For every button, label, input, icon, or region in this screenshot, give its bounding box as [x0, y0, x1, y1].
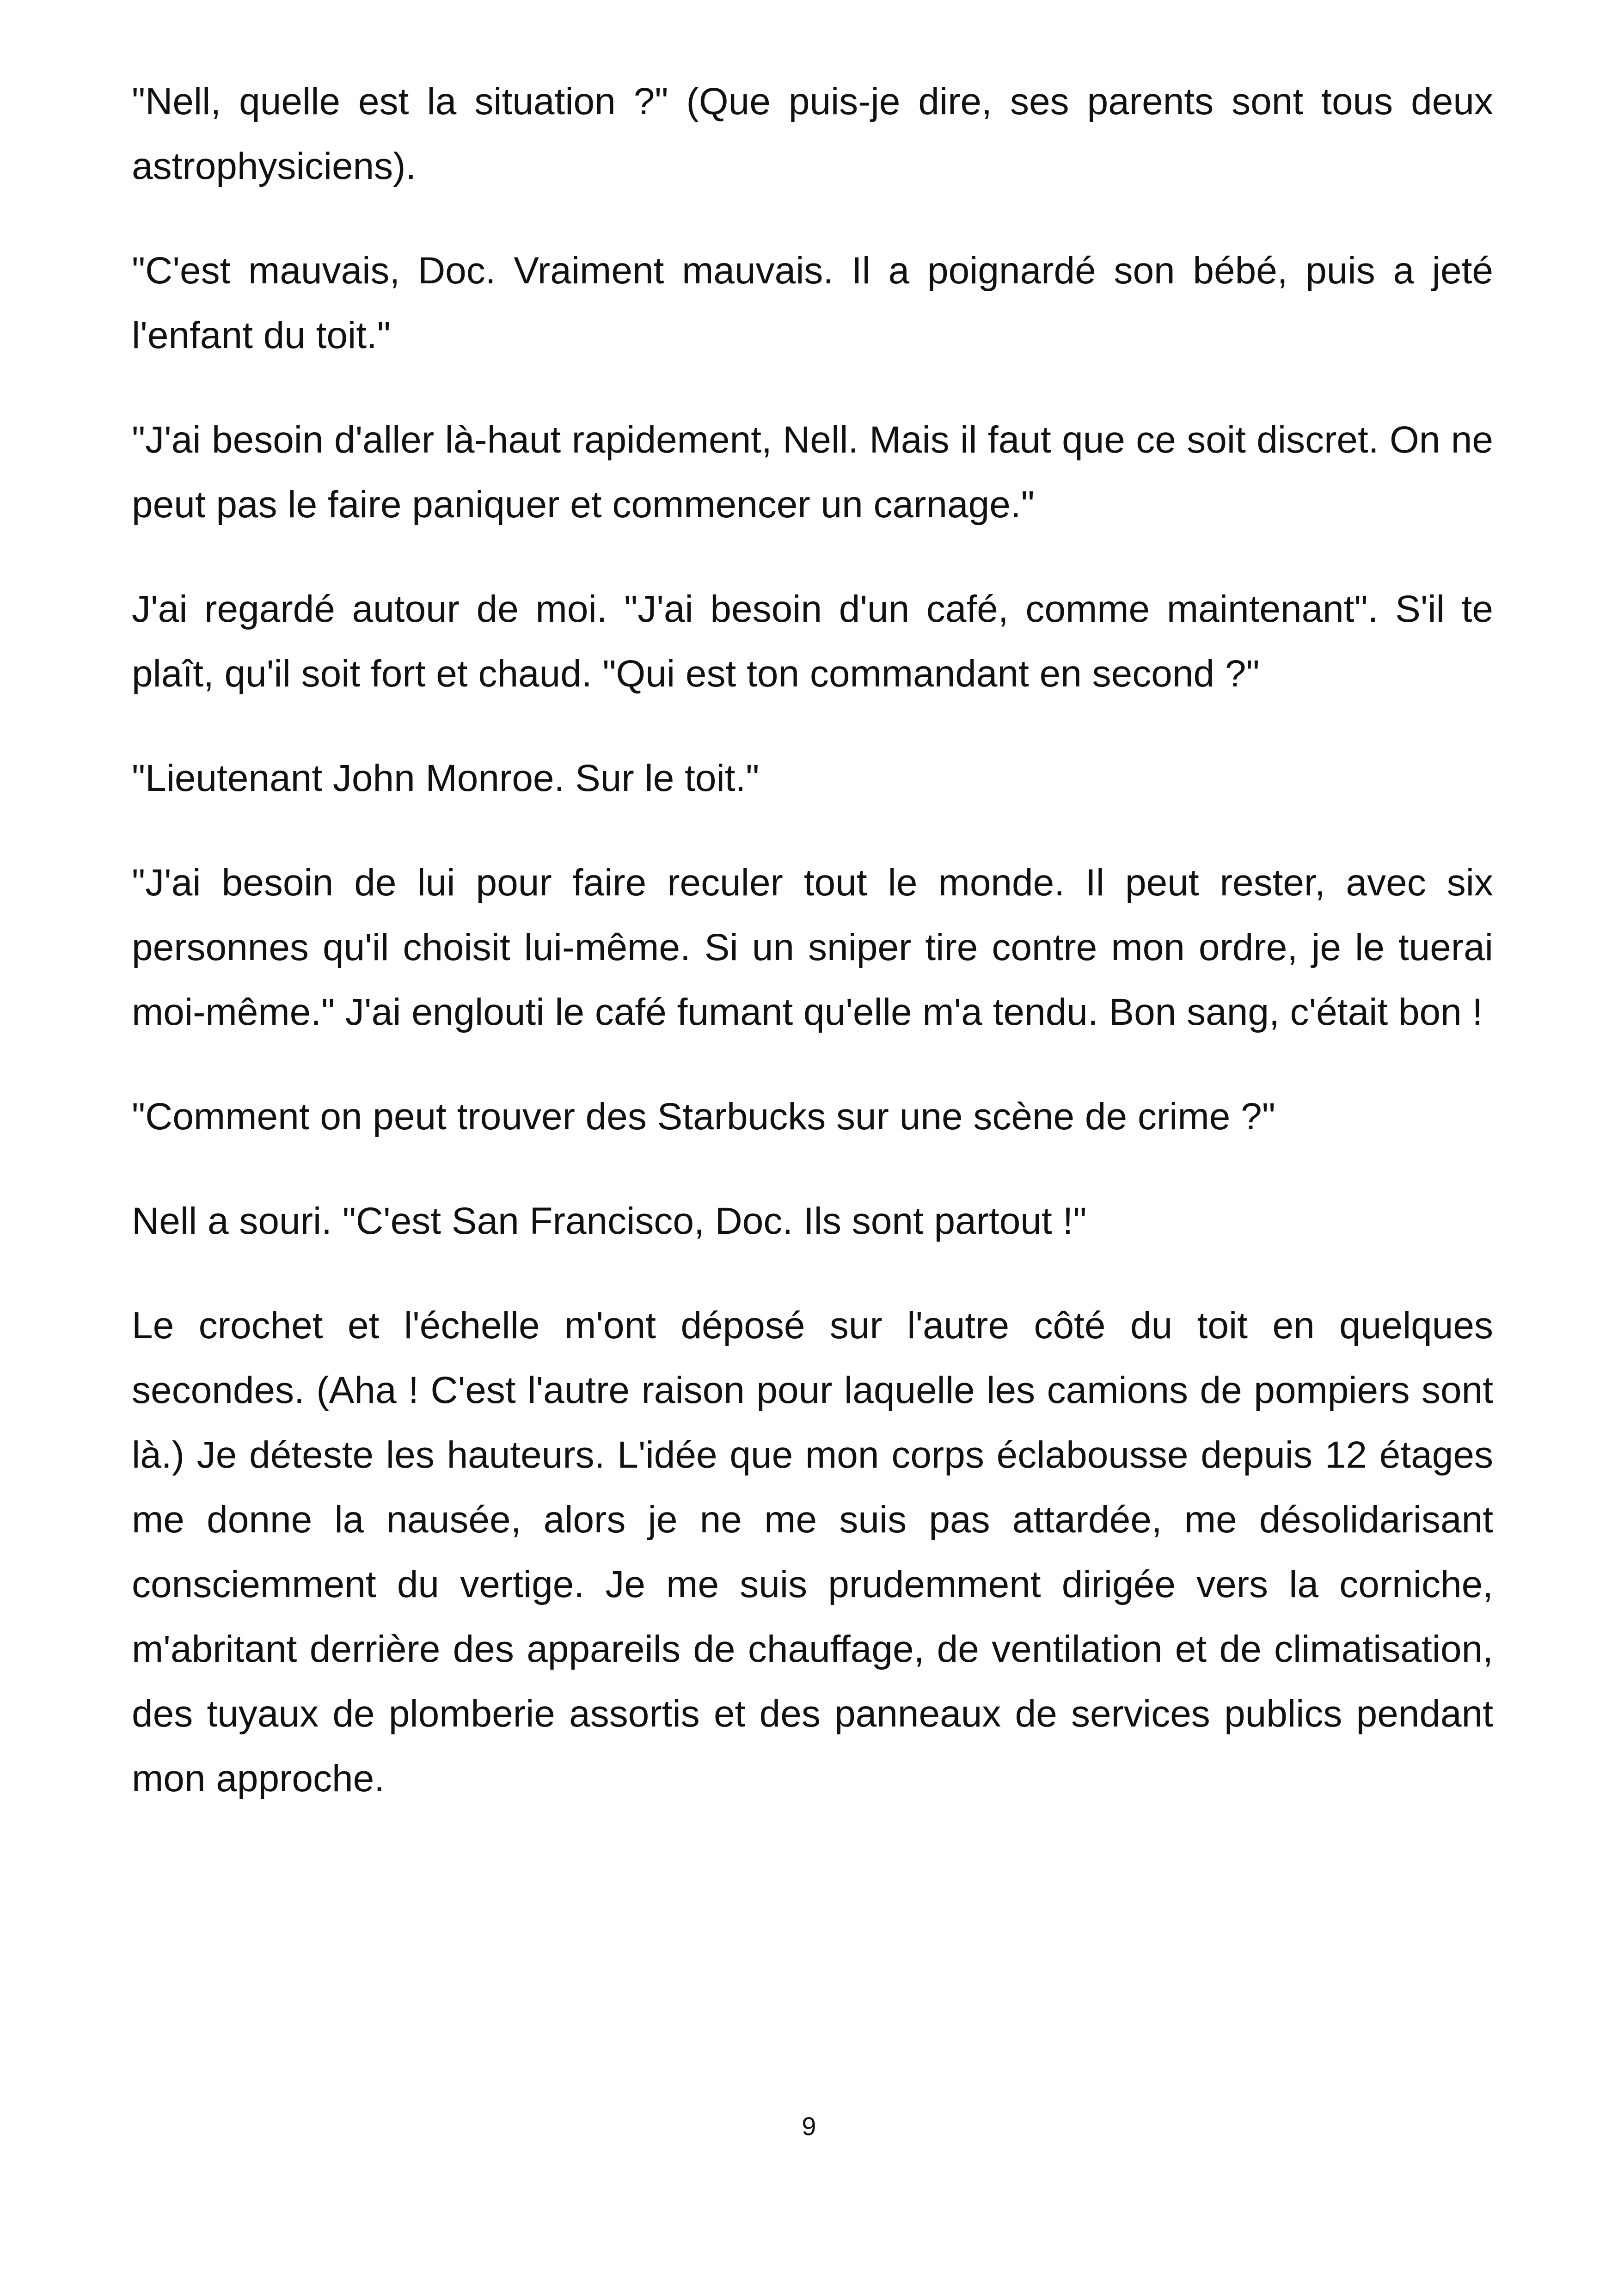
paragraph: "C'est mauvais, Doc. Vraiment mauvais. Il a poignardé son bébé, puis a jeté l'enfant du toit." — [132, 250, 1493, 356]
paragraph: Le crochet et l'échelle m'ont déposé sur l'autre côté du toit en quelques secondes. (Aha ! C'est l'autre raison pour laquelle les camions de pompiers sont là.) Je déteste les hauteurs. L'idée que mon corps éclabousse depuis 12 étages me donne la nausée, alors je ne me suis pas attardée, me désolidarisant consciemment du vertige. Je me suis prudemment dirigée vers la corniche, m'abritant derrière des appareils de chauffage, de ventilation et de climatisation, des tuyaux de plomberie assortis et des panneaux de services publics pendant mon approche. — [132, 1304, 1493, 1800]
paragraph: "Lieutenant John Monroe. Sur le toit." — [132, 757, 760, 799]
paragraph: "Nell, quelle est la situation ?" (Que puis-je dire, ses parents sont tous deux astrophysiciens). — [132, 80, 1493, 187]
paragraph: "J'ai besoin de lui pour faire reculer tout le monde. Il peut rester, avec six personnes qu'il choisit lui-même. Si un sniper tire contre mon ordre, je le tuerai moi-même." J'ai englouti le café fumant qu'elle m'a tendu. Bon sang, c'était bon ! — [132, 862, 1493, 1033]
paragraph: "J'ai besoin d'aller là-haut rapidement, Nell. Mais il faut que ce soit discret. On ne peut pas le faire paniquer et commencer un carnage." — [132, 419, 1493, 526]
body-text — [132, 69, 1493, 1811]
paragraph: J'ai regardé autour de moi. "J'ai besoin d'un café, comme maintenant". S'il te plaît, qu'il soit fort et chaud. "Qui est ton commandant en second ?" — [132, 588, 1493, 695]
paragraph: Nell a souri. "C'est San Francisco, Doc. Ils sont partout !" — [132, 1200, 1087, 1242]
page-number: 9 — [802, 2112, 816, 2141]
paragraph: "Comment on peut trouver des Starbucks sur une scène de crime ?" — [132, 1096, 1275, 1138]
